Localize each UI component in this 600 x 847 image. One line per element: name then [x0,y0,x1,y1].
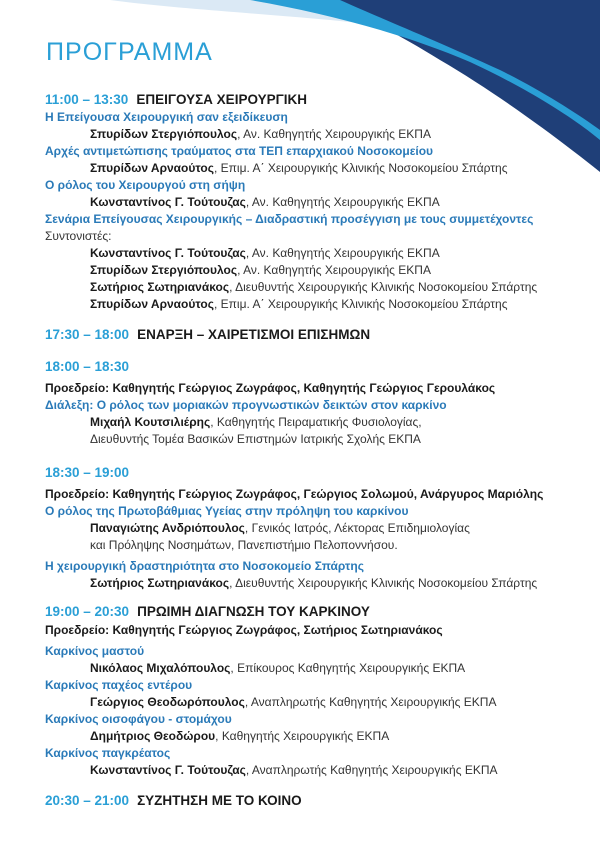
coordinator [90,245,585,262]
session-time: 18:30 – 19:00 [45,465,130,480]
coordinator-name: Σπυρίδων Αρναούτος [90,297,214,311]
session-header [45,465,585,480]
speaker-role: , Αναπληρωτής Καθηγητής Χειρουργικής ΕΚΠΑ [245,763,498,777]
speaker-role: , Γενικός Ιατρός, Λέκτορας Επιδημιολογίας [244,521,470,535]
speaker-role: , Επιμ. Α΄ Χειρουργικής Κλινικής Νοσοκομείου Σπάρτης [213,161,508,175]
session-header [45,327,585,342]
speaker [90,575,585,592]
speaker-name: Παναγιώτης Ανδριόπουλος [90,521,245,535]
speaker-role: , Αν. Καθηγητής Χειρουργικής ΕΚΠΑ [245,195,440,209]
session-heading: ΕΠΕΙΓΟΥΣΑ ΧΕΙΡΟΥΡΓΙΚΗ [136,92,307,107]
session-header [45,92,585,107]
session-opening [45,327,585,342]
coordinator-role: , Αν. Καθηγητής Χειρουργικής ΕΚΠΑ [245,246,440,260]
session-time: 17:30 – 18:00 [45,327,130,342]
speaker-role: , Διευθυντής Χειρουργικής Κλινικής Νοσοκομείου Σπάρτης [229,576,538,590]
chairs: Προεδρείο: Καθηγητής Γεώργιος Ζωγράφος, Γεώργιος Σολωμού, Ανάργυρος Μαριόλης [45,487,544,501]
speaker-role: , Αν. Καθηγητής Χειρουργικής ΕΚΠΑ [237,127,431,141]
talk-title: Καρκίνος παγκρέατος [45,746,171,760]
coordinator-role: , Αν. Καθηγητής Χειρουργικής ΕΚΠΑ [237,263,431,277]
coordinator-name: Σωτήριος Σωτηριανάκος [90,280,230,294]
session-heading: ΕΝΑΡΞΗ – ΧΑΙΡΕΤΙΣΜΟΙ ΕΠΙΣΗΜΩΝ [137,327,371,342]
talk-title: Η χειρουργική δραστηριότητα στο Νοσοκομείο Σπάρτης [45,559,364,573]
speaker-role-continued: και Πρόληψης Νοσημάτων, Πανεπιστήμιο Πελοποννήσου. [90,538,398,552]
speaker-role: , Καθηγητής Πειραματικής Φυσιολογίας, [210,415,422,429]
speaker [90,694,585,711]
session-time: 18:00 – 18:30 [45,359,130,374]
talk-title: Σενάρια Επείγουσας Χειρουργικής – Διαδραστική προσέγγιση με τους συμμετέχοντες [45,212,534,226]
speaker-name: Σπυρίδων Αρναούτος [90,161,214,175]
session-time: 19:00 – 20:30 [45,604,130,619]
session-emergency-surgery [45,92,585,313]
coordinator [90,296,585,313]
speaker [90,660,585,677]
speaker-role-continued: Διευθυντής Τομέα Βασικών Επιστημών Ιατρικής Σχολής ΕΚΠΑ [90,432,421,446]
session-time: 20:30 – 21:00 [45,793,130,808]
talk-title: Η Επείγουσα Χειρουργική σαν εξειδίκευση [45,110,288,124]
speaker [90,414,585,431]
session-heading: ΣΥΖΗΤΗΣΗ ΜΕ ΤΟ ΚΟΙΝΟ [137,793,302,808]
chairs: Προεδρείο: Καθηγητής Γεώργιος Ζωγράφος, Σωτήριος Σωτηριανάκος [45,623,443,637]
talk-title: Καρκίνος μαστού [45,644,145,658]
coordinators-label: Συντονιστές: [45,229,112,243]
session-header [45,793,585,808]
speaker-name: Σωτήριος Σωτηριανάκος [90,576,230,590]
speaker-role: , Επίκουρος Καθηγητής Χειρουργικής ΕΚΠΑ [230,661,466,675]
talk-title: Καρκίνος παχέος εντέρου [45,678,193,692]
session-header [45,604,585,619]
session-early-diagnosis [45,604,585,779]
session-discussion [45,793,585,808]
talk-title: Αρχές αντιμετώπισης τραύματος στα ΤΕΠ επαρχιακού Νοσοκομείου [45,144,434,158]
coordinator-name: Σπυρίδων Στεργιόπουλος [90,263,238,277]
program-content [45,92,585,808]
speaker-role: , Καθηγητής Χειρουργικής ΕΚΠΑ [215,729,390,743]
chairs: Προεδρείο: Καθηγητής Γεώργιος Ζωγράφος, Καθηγητής Γεώργιος Γερουλάκος [45,381,496,395]
session-heading: ΠΡΩΙΜΗ ΔΙΑΓΝΩΣΗ ΤΟΥ ΚΑΡΚΙΝΟΥ [137,604,370,619]
session-primary-care [45,465,585,592]
talk-title: Ο ρόλος της Πρωτοβάθμιας Υγείας στην πρόληψη του καρκίνου [45,504,409,518]
speaker-name: Κωνσταντίνος Γ. Τούτουζας [90,195,246,209]
speaker [90,126,585,143]
speaker-name: Δημήτριος Θεοδώρου [90,729,216,743]
coordinator [90,279,585,296]
speaker-name: Σπυρίδων Στεργιόπουλος [90,127,238,141]
speaker-name: Νικόλαος Μιχαλόπουλος [90,661,231,675]
speaker-role: , Αναπληρωτής Καθηγητής Χειρουργικής ΕΚΠΑ [244,695,497,709]
speaker [90,728,585,745]
coordinator-role: , Διευθυντής Χειρουργικής Κλινικής Νοσοκομείου Σπάρτης [229,280,538,294]
talk-title: Καρκίνος οισοφάγου - στομάχου [45,712,232,726]
session-lecture [45,359,585,448]
speaker-name: Κωνσταντίνος Γ. Τούτουζας [90,763,246,777]
session-header [45,359,585,374]
talk-title: Διάλεξη: Ο ρόλος των μοριακών προγνωστικών δεικτών στον καρκίνο [45,398,447,412]
coordinator [90,262,585,279]
speaker [90,194,585,211]
speaker [90,160,585,177]
speaker [90,520,585,537]
speaker-name: Γεώργιος Θεοδωρόπουλος [90,695,245,709]
speaker-name: Μιχαήλ Κουτσιλιέρης [90,415,211,429]
session-time: 11:00 – 13:30 [45,92,129,107]
talk-title: Ο ρόλος του Χειρουργού στη σήψη [45,178,246,192]
page-title: ΠΡΟΓΡΑΜΜΑ [46,38,213,66]
coordinator-name: Κωνσταντίνος Γ. Τούτουζας [90,246,246,260]
speaker [90,762,585,779]
coordinator-role: , Επιμ. Α΄ Χειρουργικής Κλινικής Νοσοκομείου Σπάρτης [213,297,508,311]
